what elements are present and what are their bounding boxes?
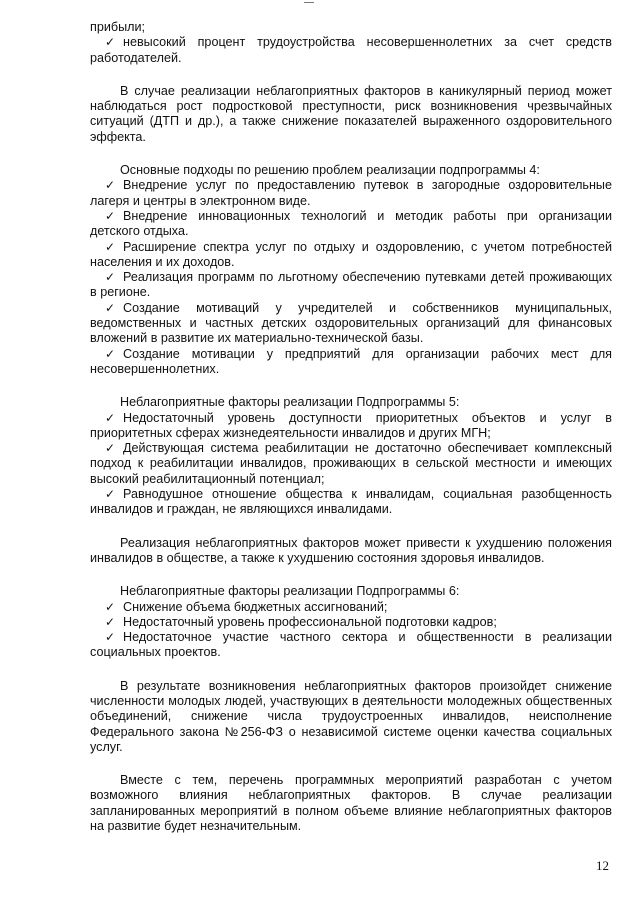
checkmark-icon: ✓	[105, 487, 116, 502]
page-number: 12	[596, 858, 609, 873]
bullet-item	[90, 240, 612, 271]
paragraph: Реализация неблагоприятных факторов может привести к ухудшению положения инвалидов в обществе, а также к ухудшению состояния здоровья инвалидов.	[90, 535, 612, 565]
paragraph: В результате возникновения неблагоприятных факторов произойдет снижение численности молодых людей, участвующих в деятельности молодежных общественных объединений, снижение числа трудоустроенных инвалидов, неисполнение Федерального закона №256-ФЗ о независимой системе оценки качества социальных услуг.	[90, 678, 612, 754]
paragraph-gap	[90, 66, 612, 84]
checkmark-icon: ✓	[105, 270, 116, 285]
bullet-text: Снижение объема бюджетных ассигнований;	[123, 599, 388, 614]
checkmark-icon: ✓	[105, 178, 116, 193]
scan-mark	[304, 2, 314, 3]
bullet-text: Создание мотиваций у учредителей и собственников муниципальных, ведомственных и частных детских оздоровительных организаций для финансовых вложений в развитие их материально-технической базы.	[90, 300, 612, 346]
checkmark-icon: ✓	[105, 630, 116, 645]
paragraph-gap	[90, 661, 612, 679]
checkmark-icon: ✓	[105, 208, 116, 223]
checkmark-icon: ✓	[105, 441, 116, 456]
bullet-text: Реализация программ по льготному обеспечению путевками детей проживающих в регионе.	[90, 270, 612, 300]
bullet-text: Внедрение услуг по предоставлению путевок в загородные оздоровительные лагеря и центры в электронном виде.	[90, 178, 612, 208]
bullet-item	[90, 301, 612, 347]
checkmark-icon: ✓	[105, 614, 116, 629]
bullet-item	[90, 600, 612, 615]
paragraph-gap	[90, 377, 612, 395]
paragraph-gap	[90, 755, 612, 773]
document-body	[90, 20, 612, 834]
bullet-text: невысокий процент трудоустройства несовершеннолетних за счет средств работодателей.	[90, 35, 612, 65]
bullet-item	[90, 441, 612, 487]
bullet-item	[90, 487, 612, 518]
bullet-text: Недостаточный уровень профессиональной подготовки кадров;	[123, 614, 497, 629]
paragraph-gap	[90, 145, 612, 163]
paragraph: В случае реализации неблагоприятных факторов в каникулярный период может наблюдаться рост подростковой преступности, риск возникновения чрезвычайных ситуаций (ДТП и др.), а также снижение показателей выраженного оздоровительного эффекта.	[90, 83, 612, 144]
checkmark-icon: ✓	[105, 410, 116, 425]
checkmark-icon: ✓	[105, 599, 116, 614]
bullet-item	[90, 270, 612, 301]
checkmark-icon: ✓	[105, 300, 116, 315]
bullet-item	[90, 35, 612, 66]
checkmark-icon: ✓	[105, 35, 116, 50]
checkmark-icon: ✓	[105, 346, 116, 361]
paragraph: Основные подходы по решению проблем реализации подпрограммы 4:	[120, 163, 540, 178]
bullet-text: Создание мотивации у предприятий для организации рабочих мест для несовершеннолетних.	[90, 346, 612, 376]
bullet-text: Недостаточный уровень доступности приоритетных объектов и услуг в приоритетных сферах жизнедеятельности инвалидов и других МГН;	[90, 410, 612, 440]
paragraph: Вместе с тем, перечень программных мероприятий разработан с учетом возможного влияния неблагоприятных факторов. В случае реализации запланированных мероприятий в полном объеме влияние неблагоприятных факторов на развитие будет незначительным.	[90, 773, 612, 834]
bullet-item	[90, 178, 612, 209]
bullet-text: Недостаточное участие частного сектора и общественности в реализации социальных проектов.	[90, 630, 612, 660]
bullet-text: Внедрение инновационных технологий и методик работы при организации детского отдыха.	[90, 208, 612, 239]
paragraph: прибыли;	[90, 20, 146, 34]
bullet-item	[90, 411, 612, 442]
bullet-text: Расширение спектра услуг по отдыху и оздоровлению, с учетом потребностей населения и их доходов.	[90, 239, 612, 269]
bullet-item	[90, 630, 612, 661]
checkmark-icon: ✓	[105, 239, 116, 254]
paragraph-gap	[90, 518, 612, 536]
bullet-item	[90, 615, 612, 630]
paragraph-gap	[90, 566, 612, 584]
paragraph: Неблагоприятные факторы реализации Подпрограммы 6:	[120, 584, 460, 599]
bullet-item	[90, 209, 612, 240]
paragraph: Неблагоприятные факторы реализации Подпрограммы 5:	[120, 395, 460, 410]
bullet-text: Действующая система реабилитации не достаточно обеспечивает комплексный подход к реабилитации инвалидов, проживающих в сельской местности и имеющих высокий реабилитационный потенциал;	[90, 441, 612, 486]
bullet-text: Равнодушное отношение общества к инвалидам, социальная разобщенность инвалидов и граждан, не являющихся инвалидами.	[90, 487, 612, 517]
bullet-item	[90, 347, 612, 378]
